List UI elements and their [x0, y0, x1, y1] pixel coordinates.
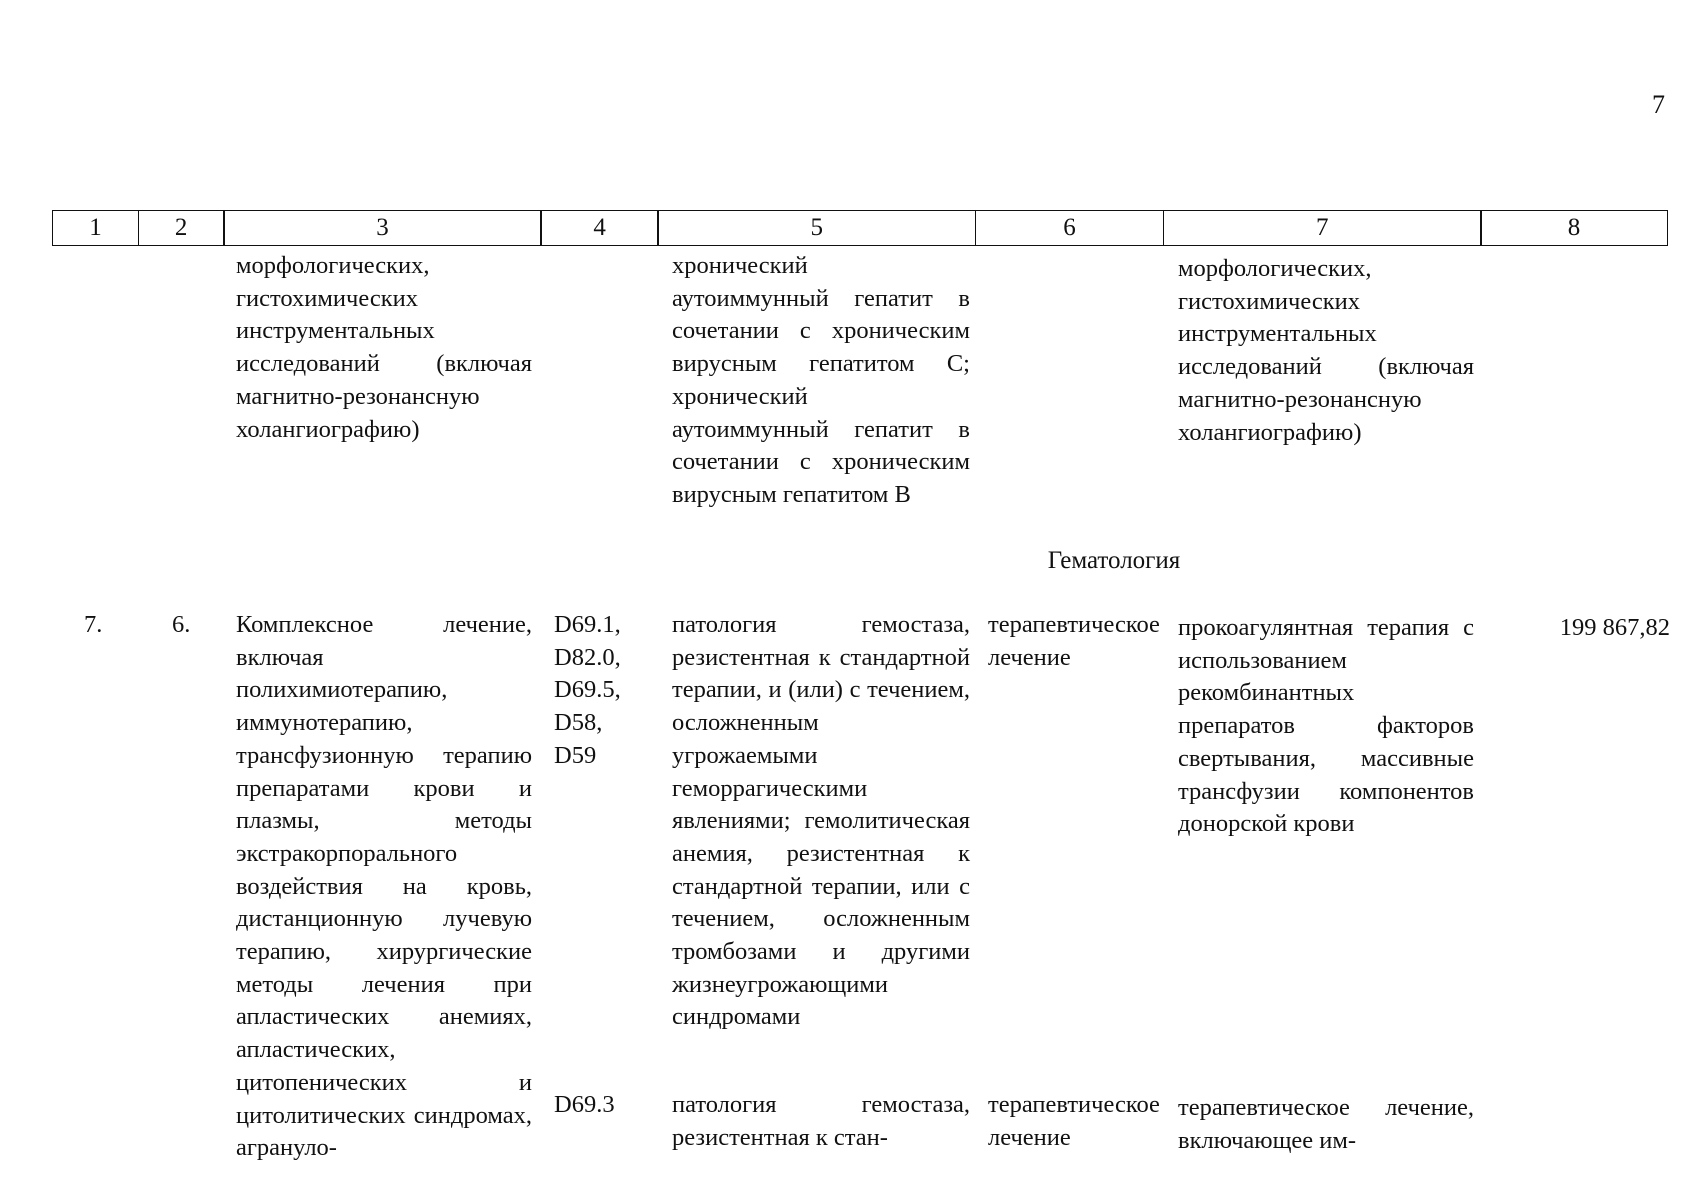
- patient-condition-2: патология гемостаза, резистентная к стан-: [672, 1091, 970, 1151]
- header-cell-2: 2: [138, 210, 225, 246]
- header-cell-4: 4: [540, 210, 659, 246]
- header-cell-5: 5: [657, 210, 976, 246]
- icd-code-2: D69.3: [554, 1091, 615, 1118]
- treatment-method-2: терапевтическое лечение, включающее им-: [1178, 1094, 1474, 1154]
- icd-code: D69.1,: [554, 611, 621, 638]
- group-number: 6.: [172, 611, 191, 638]
- header-cell-6: 6: [975, 210, 1165, 246]
- icd-code: D69.5,: [554, 676, 621, 704]
- care-type-description: Комплексное лечение, включая полихимиотерапию, иммунотерапию, трансфузионную терапию препаратами крови и плазмы, методы экстракорпорального воздействия на кровь, дистанционную лучевую терапию, хирургические методы лечения при апластических анемиях, апластических, цитопенических и цитолитических синдромах, агрануло-: [236, 611, 532, 1162]
- continued-row-treatment-method: морфологических, гистохимических инструментальных исследований (включая магнитно-резонансную холангиографию): [1178, 255, 1474, 446]
- continued-row-method-description: морфологических, гистохимических инструментальных исследований (включая магнитно-резонансную холангиографию): [236, 252, 532, 443]
- treatment-type-2: терапевтическое лечение: [988, 1091, 1160, 1151]
- row-number: 7.: [84, 611, 103, 638]
- header-cell-1: 1: [52, 210, 139, 246]
- table-header-row: [52, 210, 1668, 249]
- icd-code: D58,: [554, 709, 603, 737]
- header-cell-8: 8: [1480, 210, 1668, 246]
- section-title: Гематология: [1047, 547, 1181, 574]
- treatment-type: терапевтическое лечение: [988, 611, 1160, 671]
- treatment-method: прокоагулянтная терапия с использованием рекомбинантных препаратов факторов свертывания, массивные трансфузии компонентов донорской крови: [1178, 614, 1474, 838]
- patient-condition: патология гемостаза, резистентная к стандартной терапии, и (или) с течением, осложненным угрожаемыми геморрагическими явлениями; гемолитическая анемия, резистентная к стандартной терапии, или с течением, осложненным тромбозами и другими жизнеугрожающими синдромами: [672, 611, 970, 1031]
- continued-row-condition: хронический аутоиммунный гепатит в сочетании с хроническим вирусным гепатитом C; хронический аутоиммунный гепатит в сочетании с хроническим вирусным гепатитом B: [672, 252, 970, 508]
- cost-value: 199 867,82: [1559, 614, 1670, 641]
- header-cell-7: 7: [1163, 210, 1482, 246]
- icd-code: D59: [554, 741, 597, 769]
- icd-code: D82.0,: [554, 643, 621, 671]
- page-number: 7: [1652, 90, 1665, 119]
- header-cell-3: 3: [223, 210, 542, 246]
- icd-codes: [554, 609, 654, 773]
